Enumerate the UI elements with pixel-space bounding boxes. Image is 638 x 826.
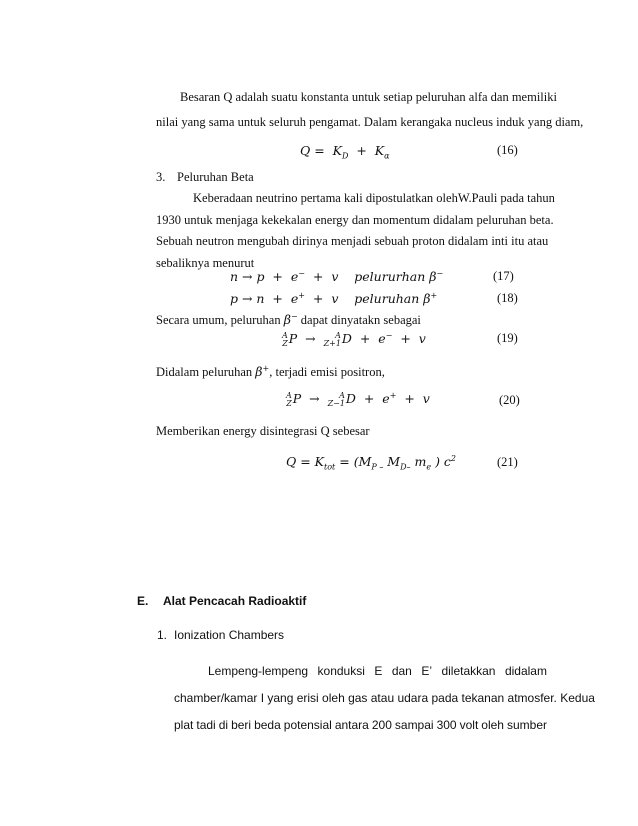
word: sampai xyxy=(394,718,434,732)
intro-text: Secara umum, peluruhan xyxy=(156,313,281,327)
word: oleh xyxy=(481,718,504,732)
equation-21: $Q = K_{tot} = (M_{P -}$ $M_{D-}$ $m_e$ ) $c^2$ xyxy=(286,453,457,472)
word: antara xyxy=(334,718,369,732)
word: di xyxy=(218,718,229,732)
word: E’ xyxy=(421,664,432,678)
word: konduksi xyxy=(317,664,365,678)
word: beda xyxy=(254,718,281,732)
equation-intro: Secara umum, peluruhan β− dapat dinyatakn sebagai xyxy=(156,311,421,327)
paragraph-line xyxy=(208,664,547,678)
paragraph-line: nilai yang sama untuk seluruh pengamat. Dalam kerangaka nucleus induk yang diam, xyxy=(156,115,584,129)
section-label: E. xyxy=(137,594,149,608)
equation-17: n → p + e− + v pelururhan β− xyxy=(230,268,444,284)
equation-number: (17) xyxy=(493,269,514,283)
equation-19: A Z P → A Z+1 D + e− + v xyxy=(282,330,426,348)
subsection-title: Ionization Chambers xyxy=(174,628,285,642)
paragraph-line xyxy=(174,718,547,732)
word: diletakkan xyxy=(441,664,496,678)
intro-text: Didalam peluruhan xyxy=(156,365,253,379)
word: Lempeng-lempeng xyxy=(208,664,309,678)
word: 200 xyxy=(371,718,392,732)
equation-20: A Z P → A Z−1 D + e+ + v xyxy=(286,390,430,408)
paragraph-line: Keberadaan neutrino pertama kali dipostulatkan olehW.Pauli pada tahun xyxy=(193,191,555,205)
equation-intro: Didalam peluruhan β+, terjadi emisi positron, xyxy=(156,363,385,379)
equation-number: (21) xyxy=(497,455,518,469)
paragraph-line: chamber/kamar I yang erisi oleh gas atau udara pada tekanan atmosfer. Kedua xyxy=(174,691,595,705)
paragraph-line: sebaliknya menurut xyxy=(156,256,255,270)
decay-word: pelururhan xyxy=(354,269,426,284)
paragraph-line: Sebuah neutron mengubah dirinya menjadi sebuah proton didalam inti itu atau xyxy=(156,234,549,248)
subsection-number: 1. xyxy=(157,628,168,642)
word: tadi xyxy=(196,718,216,732)
equation-18: p → n + e+ + v peluruhan β+ xyxy=(230,290,438,306)
word: dan xyxy=(391,664,412,678)
equation-number: (18) xyxy=(497,291,518,305)
section-title: Alat Pencacah Radioaktif xyxy=(163,594,307,608)
intro-text: dapat dinyatakn sebagai xyxy=(300,313,421,327)
decay-word: peluruhan xyxy=(354,291,420,306)
word: didalam xyxy=(504,664,547,678)
word: volt xyxy=(459,718,479,732)
equation-number: (20) xyxy=(499,393,520,407)
word: sumber xyxy=(506,718,547,732)
word: 300 xyxy=(436,718,457,732)
equation-intro: Memberikan energy disintegrasi Q sebesar xyxy=(156,424,370,438)
word: beri xyxy=(231,718,252,732)
intro-text: , terjadi emisi positron, xyxy=(269,365,385,379)
equation-number: (16) xyxy=(497,143,518,157)
word: plat xyxy=(174,718,194,732)
word: potensial xyxy=(283,718,332,732)
paragraph-line: 1930 untuk menjaga kekekalan energy dan momentum didalam peluruhan beta. xyxy=(156,213,554,227)
equation-number: (19) xyxy=(497,331,518,345)
paragraph-line: Besaran Q adalah suatu konstanta untuk setiap peluruhan alfa dan memiliki xyxy=(180,90,557,104)
equation-16: $Q = K_D + K_\alpha$ xyxy=(300,143,390,161)
section-number: 3. xyxy=(156,170,166,184)
word: E xyxy=(374,664,383,678)
section-title: Peluruhan Beta xyxy=(177,170,254,184)
